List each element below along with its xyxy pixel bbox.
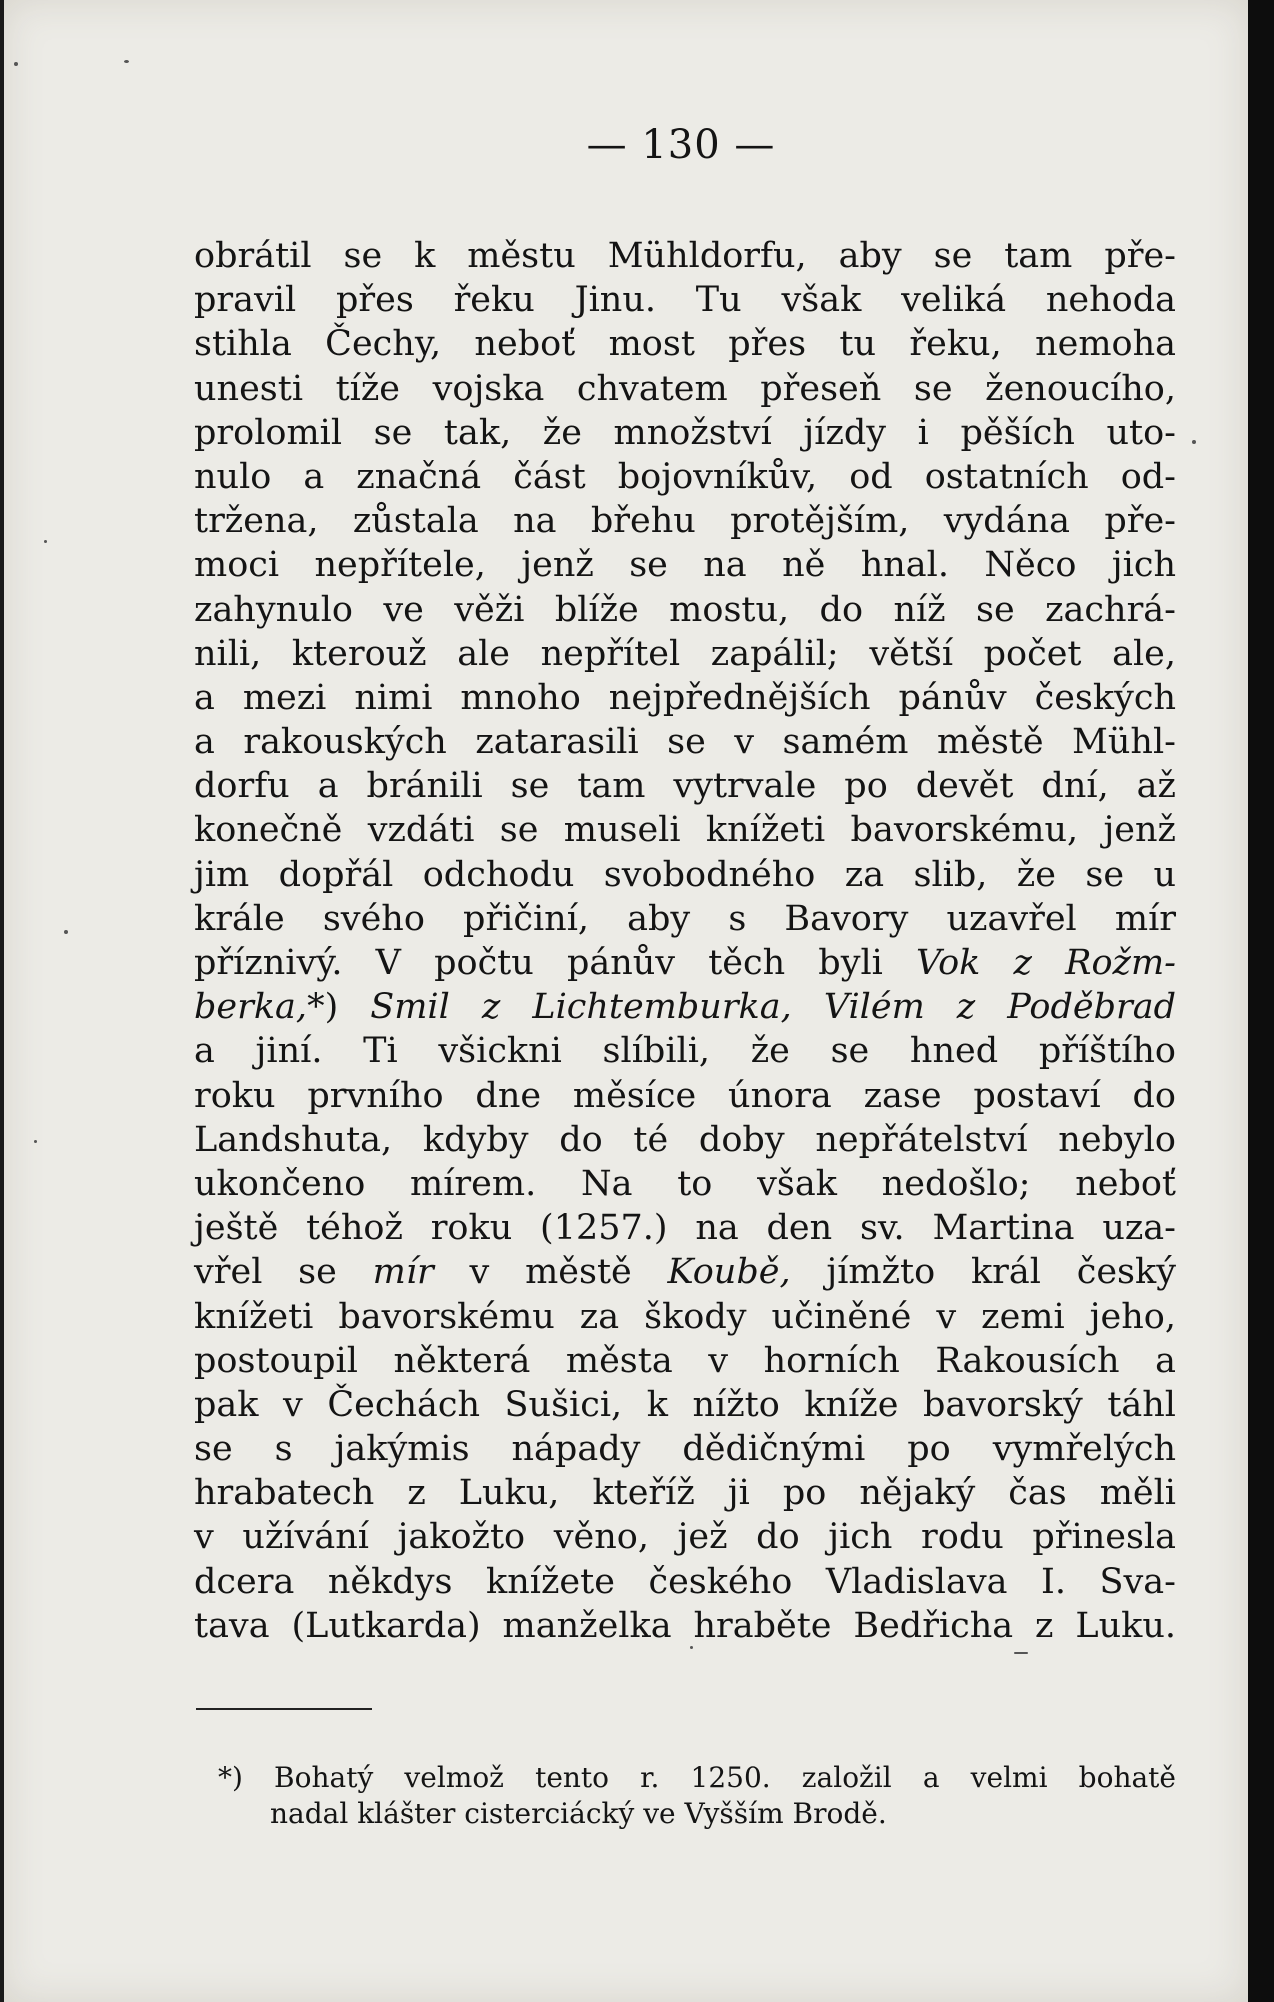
page-number: — 130 — [586,122,776,168]
italic-name: Vok z Rožm- [916,943,1176,983]
text-line: krále svého přičiní, aby s Bavory uzavřel mír [194,898,1176,939]
main-text [194,234,1176,1648]
text-line: dorfu a bránili se tam vytrvale po devět dní, až [194,766,1176,807]
footnote-line: nadal klášter cisterciácký ve Vyšším Brodě. [270,1797,887,1830]
text-line: tava (Lutkarda) manželka hraběte Bedřicha z Luku. [194,1605,1176,1646]
text-fragment: jímžto král český [826,1252,1176,1293]
text-line: ještě téhož roku (1257.) na den sv. Martina uza- [194,1208,1176,1249]
footnote [218,1760,1176,1832]
text-line: knížeti bavorskému za škody učiněné v zemi jeho, [194,1296,1176,1337]
text-line: ukončeno mírem. Na to však nedošlo; neboť [194,1163,1176,1204]
book-page [4,0,1248,2002]
italic-name: Smil z Lichtemburka, [370,987,792,1028]
text-fragment: vřel se [194,1252,337,1293]
text-line: hrabatech z Luku, kteříž ji po nějaký čas měli [194,1473,1176,1514]
italic-name: Vilém z Poděbrad [823,987,1176,1028]
text-line: a jiní. Ti všickni slíbili, že se hned příštího [194,1031,1176,1072]
text-line: nulo a značná část bojovníkův, od ostatních od- [194,456,1176,497]
text-line: pravil přes řeku Jinu. Tu však veliká nehoda [194,280,1176,321]
text-fragment: příznivý. V počtu pánův těch byli [194,943,883,983]
text-line: postoupil některá města v horních Rakousích a [194,1340,1176,1381]
text-line: obrátil se k městu Mühldorfu, aby se tam pře- [194,236,1176,276]
text-line: a rakouských zatarasili se v samém městě Mühl- [194,722,1176,763]
footnote-line: *) Bohatý velmož tento r. 1250. založil a velmi bohatě [218,1761,1176,1794]
text-line: nili, kterouž ale nepřítel zapálil; větší počet ale, [194,633,1176,674]
text-line: a mezi nimi mnoho nejpřednějších pánův českých [194,677,1176,718]
text-line: pak v Čechách Sušici, k nížto kníže bavorský táhl [194,1384,1176,1425]
footnote-divider [196,1708,372,1710]
italic-word: mír [372,1252,434,1293]
text-line: konečně vzdáti se museli knížeti bavorskému, jenž [194,810,1176,851]
text-line: stihla Čechy, neboť most přes tu řeku, nemoha [194,324,1176,365]
footnote-reference: *) [307,987,339,1028]
text-line-names [194,985,1176,1029]
text-line-mir [194,1250,1176,1294]
text-line: jim dopřál odchodu svobodného za slib, že se u [194,854,1176,895]
text-line: Landshuta, kdyby do té doby nepřátelství nebylo [194,1119,1176,1160]
text-line: tržena, zůstala na břehu protějším, vydána pře- [194,501,1176,542]
text-line: roku prvního dne měsíce února zase postaví do [194,1075,1176,1116]
text-line: prolomil se tak, že množství jízdy i pěších uto- [194,412,1176,453]
text-line: unesti tíže vojska chvatem přeseň se ženoucího, [194,368,1176,409]
text-line: zahynulo ve věži blíže mostu, do níž se zachrá- [194,589,1176,630]
page-edge-shadow [1248,0,1274,2002]
text-line: se s jakýmis nápady dědičnými po vymřelých [194,1429,1176,1470]
text-line-names [194,941,1176,985]
text-line: dcera někdys knížete českého Vladislava I. Sva- [194,1561,1176,1602]
text-line: moci nepřítele, jenž se na ně hnal. Něco jich [194,545,1176,586]
italic-place: Koubě, [667,1252,791,1293]
text-line: v užívání jakožto věno, jež do jich rodu přinesla [194,1517,1176,1558]
italic-name: berka, [194,987,308,1028]
text-fragment: v městě [469,1252,632,1293]
